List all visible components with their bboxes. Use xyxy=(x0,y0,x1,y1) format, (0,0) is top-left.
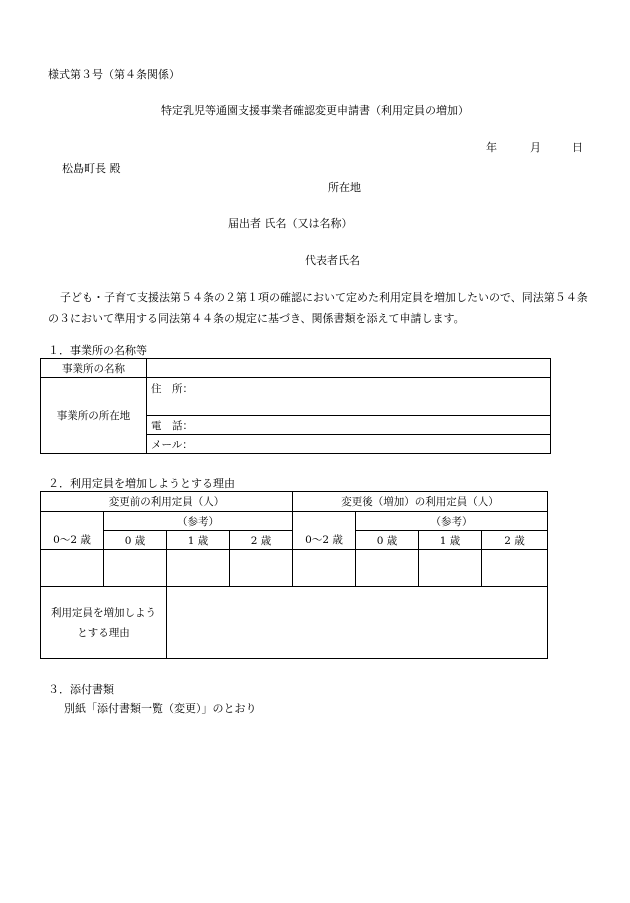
after-capacity-header: 変更後（増加）の利用定員（人） xyxy=(293,492,548,512)
after-value-0-2[interactable] xyxy=(293,550,356,587)
facility-address-field[interactable] xyxy=(147,378,551,416)
capacity-table xyxy=(40,491,548,659)
reason-label: 利用定員を増加しようとする理由 xyxy=(41,587,167,659)
before-value-2[interactable] xyxy=(230,550,293,587)
after-col-1: 1 歳 xyxy=(419,531,482,550)
address-label: 住 所： xyxy=(151,383,193,395)
before-value-0-2[interactable] xyxy=(41,550,104,587)
before-capacity-header: 変更前の利用定員（人） xyxy=(41,492,293,512)
date-year-label: 年 xyxy=(486,141,497,154)
before-reference-header: （参考） xyxy=(104,512,293,531)
after-value-0[interactable] xyxy=(356,550,419,587)
application-body-text: 子ども・子育て支援法第５４条の２第１項の確認において定めた利用定員を増加したいので、同法第５４条の３において準用する同法第４４条の規定に基づき、関係書類を添えて申請します。 xyxy=(48,291,588,325)
after-blank-cell xyxy=(293,512,356,531)
before-col-2: 2 歳 xyxy=(230,531,293,550)
attachments-content: 別紙「添付書類一覧（変更）」のとおり xyxy=(64,702,257,715)
representative-label: 代表者氏名 xyxy=(305,254,360,267)
applicant-name-label: 届出者 氏名（又は名称） xyxy=(228,217,353,230)
section2-heading: ２．利用定員を増加しようとする理由 xyxy=(48,477,235,490)
after-col-0: 0 歳 xyxy=(356,531,419,550)
before-col-1: 1 歳 xyxy=(167,531,230,550)
date-day-label: 日 xyxy=(572,141,583,154)
facility-location-label: 事業所の所在地 xyxy=(41,378,147,454)
form-number: 様式第３号（第４条関係） xyxy=(48,68,180,81)
addressee: 松島町長 殿 xyxy=(62,162,121,175)
facility-name-label: 事業所の名称 xyxy=(41,359,147,378)
before-value-1[interactable] xyxy=(167,550,230,587)
after-col-0-2: 0～2 歳 xyxy=(293,531,356,550)
applicant-address-label: 所在地 xyxy=(328,181,361,194)
before-blank-cell xyxy=(41,512,104,531)
email-label: メール： xyxy=(151,438,193,451)
section1-heading: １．事業所の名称等 xyxy=(48,344,147,357)
facility-email-field[interactable] xyxy=(147,435,551,454)
facility-phone-field[interactable] xyxy=(147,416,551,435)
before-col-0: 0 歳 xyxy=(104,531,167,550)
after-value-2[interactable] xyxy=(482,550,548,587)
section3-heading: ３．添付書類 xyxy=(48,683,114,696)
before-value-0[interactable] xyxy=(104,550,167,587)
after-reference-header: （参考） xyxy=(356,512,548,531)
before-col-0-2: 0～2 歳 xyxy=(41,531,104,550)
date-month-label: 月 xyxy=(530,141,541,154)
facility-name-field[interactable] xyxy=(147,359,551,378)
reason-field[interactable] xyxy=(167,587,548,659)
after-value-1[interactable] xyxy=(419,550,482,587)
facility-info-table xyxy=(40,358,551,454)
document-title: 特定乳児等通園支援事業者確認変更申請書（利用定員の増加） xyxy=(161,104,469,117)
phone-label: 電 話： xyxy=(151,419,193,432)
after-col-2: 2 歳 xyxy=(482,531,548,550)
